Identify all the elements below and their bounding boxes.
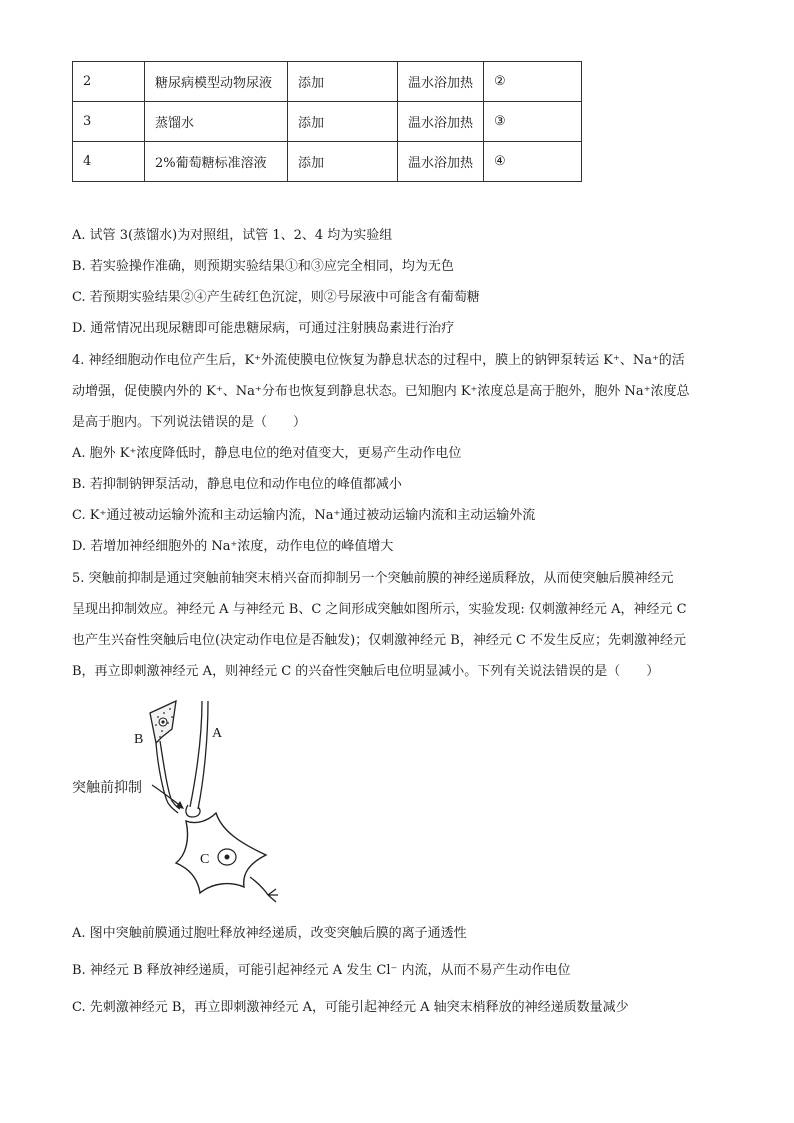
q4-option-a: A. 胞外 K⁺浓度降低时，静息电位的绝对值变大，更易产生动作电位 — [72, 446, 462, 461]
q3-option-b: B. 若实验操作准确，则预期实验结果①和③应完全相同，均为无色 — [72, 259, 454, 274]
q4-option-b: B. 若抑制钠钾泵活动，静息电位和动作电位的峰值都减小 — [72, 477, 402, 492]
table-row — [73, 102, 582, 142]
table-cell: 添加 — [288, 142, 398, 182]
table-cell: 4 — [73, 142, 145, 182]
table-cell: ④ — [484, 142, 582, 182]
neuron-a-axon — [190, 701, 202, 807]
q3-option-a: A. 试管 3(蒸馏水)为对照组，试管 1、2、4 均为实验组 — [72, 228, 393, 243]
q4-option-d: D. 若增加神经细胞外的 Na⁺浓度，动作电位的峰值增大 — [72, 539, 394, 554]
table-cell: 3 — [73, 102, 145, 142]
table-cell: 糖尿病模型动物尿液 — [145, 62, 288, 102]
neuron-c-axon — [250, 877, 268, 895]
q5-stem-line: 呈现出抑制效应。神经元 A 与神经元 B、C 之间形成突触如图所示，实验发现: 仅刺激神经元 A，神经元 C — [72, 602, 687, 617]
neuron-synapse-figure — [72, 697, 292, 907]
q4-stem-line: 动增强，促使膜内外的 K⁺、Na⁺分布也恢复到静息状态。已知胞内 K⁺浓度总是高于胞外，胞外 Na⁺浓度总 — [72, 384, 690, 399]
table-cell: ② — [484, 62, 582, 102]
q5-stem-line: 也产生兴奋性突触后电位(决定动作电位是否触发)；仅刺激神经元 B，神经元 C 不发生反应；先刺激神经元 — [72, 633, 687, 648]
q4-option-c: C. K⁺通过被动运输外流和主动运输内流，Na⁺通过被动运输内流和主动运输外流 — [72, 508, 536, 523]
table-row — [73, 142, 582, 182]
label-b: B — [134, 732, 144, 747]
q4-stem-line: 是高于胞内。下列说法错误的是（ ） — [72, 415, 307, 430]
q3-option-c: C. 若预期实验结果②④产生砖红色沉淀，则②号尿液中可能含有葡萄糖 — [72, 290, 480, 305]
table-cell: 添加 — [288, 62, 398, 102]
table-cell: 蒸馏水 — [145, 102, 288, 142]
label-c: C — [200, 852, 210, 867]
inhibition-arrow — [152, 785, 182, 807]
label-a: A — [212, 726, 223, 741]
q4-stem-line: 4. 神经细胞动作电位产生后，K⁺外流使膜电位恢复为静息状态的过程中，膜上的钠钾泵转运 K⁺、Na⁺的活 — [72, 353, 685, 368]
experiment-table — [72, 61, 582, 182]
table-cell: 温水浴加热 — [398, 142, 484, 182]
table-cell: ③ — [484, 102, 582, 142]
q3-option-d: D. 通常情况出现尿糖即可能患糖尿病，可通过注射胰岛素进行治疗 — [72, 321, 455, 336]
table-cell: 2 — [73, 62, 145, 102]
table-cell: 2%葡萄糖标准溶液 — [145, 142, 288, 182]
table-cell: 温水浴加热 — [398, 62, 484, 102]
q5-option-b: B. 神经元 B 释放神经递质，可能引起神经元 A 发生 Cl⁻ 内流，从而不易产生动作电位 — [72, 963, 571, 978]
q5-stem-line: B，再立即刺激神经元 A，则神经元 C 的兴奋性突触后电位明显减小。下列有关说法错误的是（ ） — [72, 664, 660, 679]
q5-stem-line: 5. 突触前抑制是通过突触前轴突末梢兴奋而抑制另一个突触前膜的神经递质释放，从而使突触后膜神经元 — [72, 571, 674, 586]
q5-option-c: C. 先刺激神经元 B，再立即刺激神经元 A，可能引起神经元 A 轴突末梢释放的神经递质数量减少 — [72, 1000, 629, 1015]
label-presynaptic-inhibition: 突触前抑制 — [72, 780, 142, 796]
table-cell: 温水浴加热 — [398, 102, 484, 142]
neuron-b-axon — [160, 741, 180, 809]
table-cell: 添加 — [288, 102, 398, 142]
q5-option-a: A. 图中突触前膜通过胞吐释放神经递质，改变突触后膜的离子通透性 — [72, 926, 467, 941]
table-row — [73, 62, 582, 102]
